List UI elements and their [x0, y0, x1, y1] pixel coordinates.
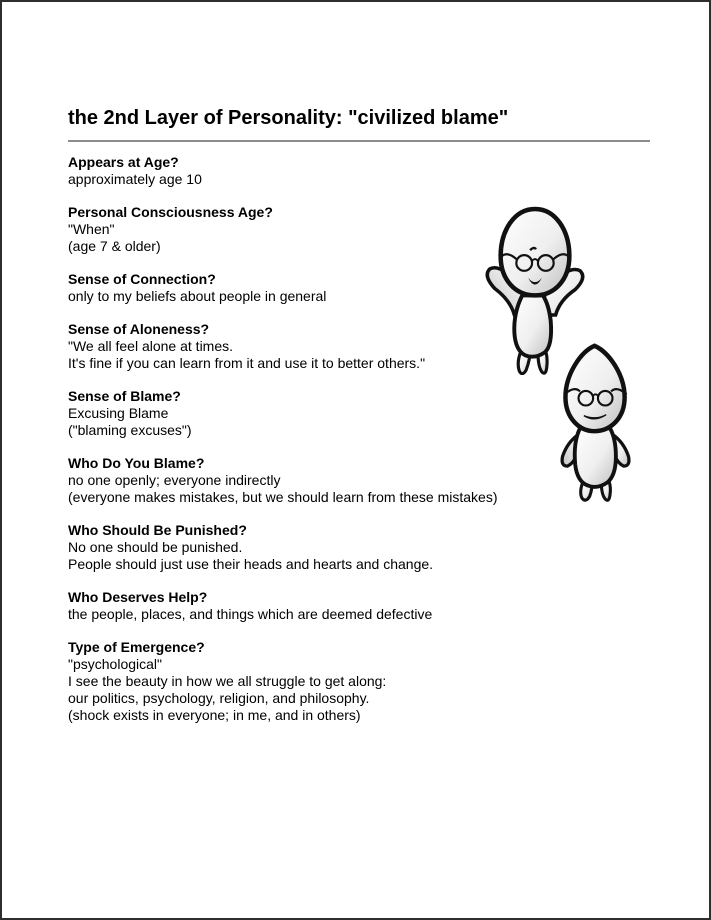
qa-answer-line: "When": [68, 221, 115, 237]
qa-heading: Sense of Blame?: [68, 388, 181, 404]
qa-heading: Personal Consciousness Age?: [68, 204, 273, 220]
jumper-body: [514, 295, 551, 356]
qa-section: [68, 522, 652, 573]
qa-answer-line: the people, places, and things which are deemed defective: [68, 606, 433, 622]
qa-heading: Sense of Connection?: [68, 271, 216, 287]
qa-answer-line: People should just use their heads and hearts and change.: [68, 556, 434, 572]
page-title: the 2nd Layer of Personality: "civilized blame": [68, 107, 509, 129]
qa-answer-line: approximately age 10: [68, 171, 202, 187]
stander-head-group: [564, 346, 626, 431]
standing-egg-character-illustration: [548, 339, 645, 503]
qa-answer-line: It's fine if you can learn from it and use it to better others.": [68, 355, 426, 371]
qa-heading: Type of Emergence?: [68, 639, 205, 655]
title-divider: [68, 140, 650, 142]
qa-section: [68, 154, 652, 188]
qa-heading: Appears at Age?: [68, 154, 179, 170]
qa-heading: Who Deserves Help?: [68, 589, 208, 605]
stander-body: [575, 428, 616, 487]
qa-answer-line: (everyone makes mistakes, but we should learn from these mistakes): [68, 489, 498, 505]
qa-answer-line: I see the beauty in how we all struggle to get along:: [68, 673, 387, 689]
qa-heading: Who Should Be Punished?: [68, 522, 247, 538]
qa-section: [68, 639, 652, 724]
qa-answer-line: our politics, psychology, religion, and philosophy.: [68, 690, 370, 706]
qa-answer-line: ("blaming excuses"): [68, 422, 192, 438]
qa-answer-line: "We all feel alone at times.: [68, 338, 234, 354]
qa-heading: Who Do You Blame?: [68, 455, 205, 471]
qa-answer-line: No one should be punished.: [68, 539, 243, 555]
jumper-head-group: [501, 209, 570, 295]
qa-section: [68, 589, 652, 623]
qa-answer-line: "psychological": [68, 656, 162, 672]
qa-answer-line: no one openly; everyone indirectly: [68, 472, 281, 488]
qa-heading: Sense of Aloneness?: [68, 321, 210, 337]
stander-limbs: [562, 428, 629, 500]
qa-answer-line: Excusing Blame: [68, 405, 169, 421]
qa-answer-line: (age 7 & older): [68, 238, 161, 254]
qa-answer-line: (shock exists in everyone; in me, and in others): [68, 707, 361, 723]
qa-answer-line: only to my beliefs about people in general: [68, 288, 327, 304]
